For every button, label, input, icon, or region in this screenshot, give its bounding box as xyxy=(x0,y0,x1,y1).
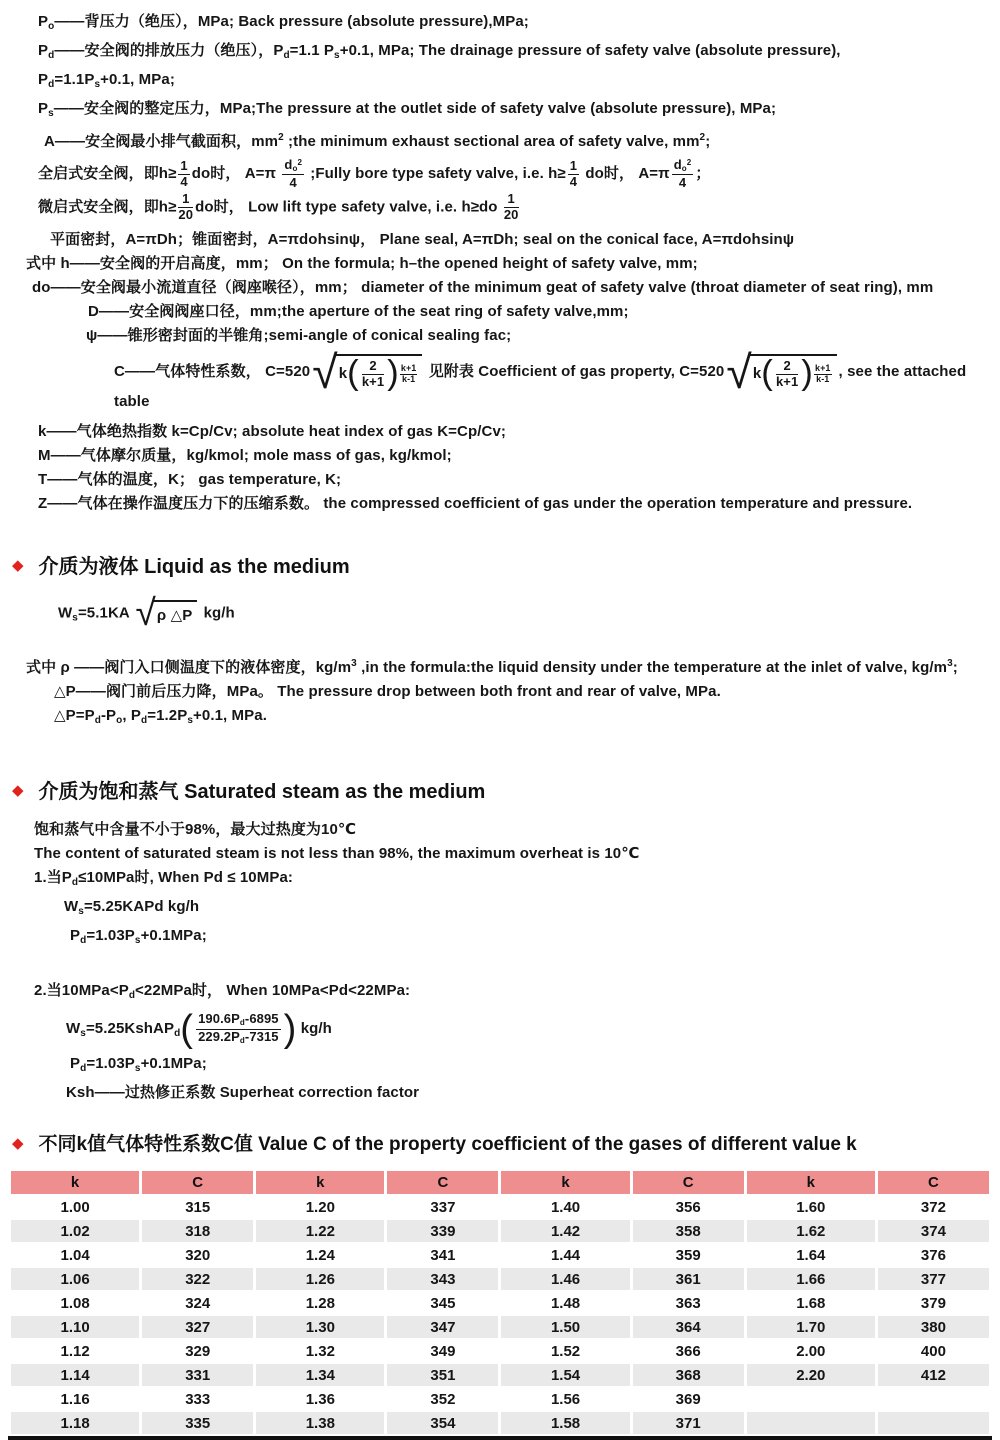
table-cell: 1.22 xyxy=(256,1220,384,1242)
table-cell: 368 xyxy=(633,1364,744,1386)
text-line: △P——阀门前后压力降，MPa。 The pressure drop between both front and rear of valve, MPa. xyxy=(54,683,721,701)
table-cell: 358 xyxy=(633,1220,744,1242)
table-cell: 347 xyxy=(387,1316,498,1338)
table-cell: 1.26 xyxy=(256,1268,384,1290)
text-line: Z——气体在操作温度压力下的压缩系数。 the compressed coefficient of gas under the operation temperature and pressure. xyxy=(38,494,913,512)
text-line: $P_s——$安全阀的整定压力，MPa;The pressure at the outlet side of safety valve (absolute pressure), MPa; xyxy=(38,100,777,119)
table-cell: 331 xyxy=(142,1364,253,1386)
text-line: ψ——锥形密封面的半锥角;semi-angle of conical sealing fac; xyxy=(86,326,512,344)
table-cell: 1.54 xyxy=(501,1364,629,1386)
table-cell: 1.38 xyxy=(256,1412,384,1434)
table-cell: 339 xyxy=(387,1220,498,1242)
table-cell: 356 xyxy=(675,1198,701,1216)
table-cell: 1.04 xyxy=(60,1246,90,1264)
liquid-lines xyxy=(0,591,994,733)
table-cell: 352 xyxy=(430,1390,456,1408)
table-cell: 335 xyxy=(142,1412,253,1434)
steam-heading-text: 介质为饱和蒸气 Saturated steam as the medium xyxy=(38,781,486,804)
column-header: k xyxy=(256,1171,384,1194)
text-line: 1.当$P_d\le 10MPa$时, When Pd ≤ 10MPa: xyxy=(34,869,293,889)
table-cell: 400 xyxy=(920,1342,946,1360)
table-cell: 324 xyxy=(185,1294,211,1312)
table-cell: 1.24 xyxy=(305,1246,335,1264)
table-cell: 345 xyxy=(430,1294,456,1312)
text-line: $P_d=1.1P_s+0.1$, MPa; xyxy=(38,71,175,90)
table-cell: 329 xyxy=(185,1342,211,1360)
liquid-heading xyxy=(0,550,994,579)
table-row xyxy=(11,1388,989,1410)
c-value-table xyxy=(8,1169,992,1440)
table-cell: 1.30 xyxy=(256,1316,384,1338)
table-cell: 374 xyxy=(878,1220,989,1242)
column-header: C xyxy=(878,1171,989,1194)
table-cell: 1.62 xyxy=(747,1220,875,1242)
column-header: k xyxy=(11,1171,139,1194)
column-header: C xyxy=(633,1171,744,1194)
text-line: The content of saturated steam is not less than 98%, the maximum overheat is 10℃ xyxy=(34,845,640,863)
text-line: 饱和蒸气中含量不小于98%，最大过热度为10℃ xyxy=(34,821,357,839)
table-cell: 371 xyxy=(633,1412,744,1434)
table-cell: 351 xyxy=(387,1364,498,1386)
table-cell: 377 xyxy=(878,1268,989,1290)
definitions-lines xyxy=(0,10,994,516)
steam-heading xyxy=(0,775,994,804)
text-line: 平面密封，A=πDh；锥面密封，A=πdohsinψ， Plane seal, A=πDh; seal on the conical face, A=πdohsinψ xyxy=(50,230,795,248)
table-cell: 1.68 xyxy=(796,1294,826,1312)
text-line: Ksh——过热修正系数 Superheat correction factor xyxy=(66,1084,420,1102)
table-cell: 380 xyxy=(878,1316,989,1338)
text-line: $W_s=5.25KAPd$ kg/h xyxy=(64,898,200,918)
text-line: C——气体特性系数， C=520 √ k ( $\frac{2}{k+1}$ ) k+1 k-1 见附表 Coefficient of gas property, C=520 √ k ( $\frac{2}{k+1}$ ) k+1 k-1 , see the attached table xyxy=(114,345,967,410)
table-cell: 349 xyxy=(430,1342,456,1360)
steam-section xyxy=(0,775,994,1105)
table-cell: 1.32 xyxy=(305,1342,335,1360)
diamond-icon: ◆ xyxy=(12,1135,24,1153)
table-cell: 1.48 xyxy=(550,1294,581,1312)
table-cell: 372 xyxy=(920,1198,946,1216)
text-line: $P_d——$安全阀的排放压力（绝压），$P_d=1.1$ $P_s+0.1$, MPa; The drainage pressure of safety valve (absolute pressure), xyxy=(38,42,841,61)
table-cell: 361 xyxy=(633,1268,744,1290)
table-row xyxy=(11,1268,989,1290)
table-cell: 1.06 xyxy=(11,1268,139,1290)
liquid-heading-text: 介质为液体 Liquid as the medium xyxy=(38,555,350,578)
text-line: 2.当$10MPa<P_d<22MPa$时， When 10MPa<Pd<22MPa: xyxy=(34,982,411,1002)
table-cell: 366 xyxy=(675,1342,701,1360)
table-cell: 376 xyxy=(920,1246,946,1264)
table-cell: 1.18 xyxy=(11,1412,139,1434)
text-line: 式中 ρ ——阀门入口侧温度下的液体密度，$kg/m^3$ ,in the formula:the liquid density under the temperature at the inlet of valve, $kg/m^3$; xyxy=(26,658,958,677)
table-row xyxy=(11,1316,989,1338)
diamond-icon: ◆ xyxy=(12,782,24,800)
table-cell: 1.16 xyxy=(60,1390,90,1408)
table-row xyxy=(11,1412,989,1434)
table-cell: 315 xyxy=(185,1198,211,1216)
table-cell: 412 xyxy=(878,1364,989,1386)
table-cell: 1.66 xyxy=(747,1268,875,1290)
table-cell xyxy=(747,1388,875,1410)
table-cell: 363 xyxy=(675,1294,701,1312)
text-line: $W_s=5.1KA$ √ ρ △P kg/h xyxy=(58,591,235,633)
table-cell: 327 xyxy=(142,1316,253,1338)
text-line: $P_d=1.03P_s+0.1MPa$; xyxy=(70,927,207,947)
table-cell: 1.36 xyxy=(305,1390,335,1408)
column-header: C xyxy=(142,1171,253,1194)
table-cell: 1.40 xyxy=(550,1198,581,1216)
table-cell: 364 xyxy=(633,1316,744,1338)
table-row xyxy=(11,1196,989,1218)
text-line: T——气体的温度，K； gas temperature, K; xyxy=(38,470,342,488)
diamond-icon: ◆ xyxy=(12,556,24,574)
table-row xyxy=(11,1340,989,1362)
table-cell: 322 xyxy=(142,1268,253,1290)
table-cell: 1.56 xyxy=(550,1390,581,1408)
table-row xyxy=(11,1364,989,1386)
table-cell: 343 xyxy=(387,1268,498,1290)
table-cell: 333 xyxy=(185,1390,211,1408)
table-cell: 369 xyxy=(675,1390,701,1408)
text-line: 式中 h——安全阀的开启高度，mm； On the formula; h–the opened height of safety valve, mm; xyxy=(26,254,698,272)
table-cell: 1.58 xyxy=(501,1412,629,1434)
table-cell: 354 xyxy=(387,1412,498,1434)
table-cell: 1.14 xyxy=(11,1364,139,1386)
table-cell xyxy=(878,1388,989,1410)
table-cell: 2.00 xyxy=(796,1342,826,1360)
table-cell: 1.44 xyxy=(550,1246,581,1264)
table-cell: 359 xyxy=(675,1246,701,1264)
c-table-heading xyxy=(0,1129,994,1156)
table-cell xyxy=(747,1412,875,1434)
table-cell: 1.46 xyxy=(501,1268,629,1290)
text-line: 微启式安全阀，即h≥ $\frac{1}{20}$ do时， Low lift type safety valve, i.e. h≥do $\frac{1}{20}$ xyxy=(38,191,519,223)
table-row xyxy=(11,1244,989,1266)
table-cell: 320 xyxy=(185,1246,211,1264)
c-table-heading-text: 不同k值气体特性系数C值 Value C of the property coefficient of the gases of different value k xyxy=(38,1134,857,1156)
table-cell: 337 xyxy=(430,1198,456,1216)
table-cell: 341 xyxy=(430,1246,456,1264)
table-row xyxy=(11,1292,989,1314)
table-cell: 2.20 xyxy=(747,1364,875,1386)
liquid-section xyxy=(0,550,994,733)
text-line: k——气体绝热指数 k=Cp/Cv; absolute heat index of gas K=Cp/Cv; xyxy=(38,422,506,440)
table-cell: 1.50 xyxy=(501,1316,629,1338)
text-line: do——安全阀最小流道直径（阀座喉径），mm； diameter of the minimum geat of safety valve (throat diameter of seat ring), mm xyxy=(32,278,934,296)
table-cell: 1.60 xyxy=(796,1198,826,1216)
table-cell: 1.12 xyxy=(60,1342,90,1360)
table-cell xyxy=(878,1412,989,1434)
column-header: k xyxy=(747,1171,875,1194)
table-cell: 1.64 xyxy=(796,1246,826,1264)
table-header-row xyxy=(11,1171,989,1194)
steam-lines xyxy=(0,818,994,1105)
table-cell: 1.70 xyxy=(747,1316,875,1338)
text-line: M——气体摩尔质量，kg/kmol; mole mass of gas, kg/kmol; xyxy=(38,446,452,464)
text-line: 全启式安全阀，即h≥ $\frac{1}{4}$ do时， A=π $\frac{d_o^2}{4}$ ;Fully bore type safety valve, i.e. h≥ $\frac{1}{4}$ do时， A=π $\frac{d_o^2}{4}$ ； xyxy=(38,157,711,190)
text-line: D——安全阀阀座口径，mm;the aperture of the seat ring of safety valve,mm; xyxy=(88,302,629,320)
text-line: $P_o——$背压力（绝压），MPa; Back pressure (absolute pressure),MPa; xyxy=(38,13,529,32)
text-line: $W_s=5.25KshAP_d$ ( $\frac{190.6P_d-6895}{229.2P_d-7315}$ ) kg/h xyxy=(66,1008,332,1051)
c-table-section xyxy=(0,1129,994,1440)
table-cell: 1.28 xyxy=(305,1294,335,1312)
text-line: A——安全阀最小排气截面积，$mm^2$ ;the minimum exhaust sectional area of safety valve, $mm^2$; xyxy=(44,132,711,150)
definitions-section xyxy=(0,10,994,516)
table-cell: 1.52 xyxy=(550,1342,581,1360)
column-header: C xyxy=(387,1171,498,1194)
text-line: $P_d=1.03P_s+0.1MPa$; xyxy=(70,1055,207,1075)
table-cell: 1.10 xyxy=(11,1316,139,1338)
table-cell: 1.42 xyxy=(501,1220,629,1242)
table-row xyxy=(11,1220,989,1242)
table-cell: 1.34 xyxy=(256,1364,384,1386)
column-header: k xyxy=(501,1171,629,1194)
text-line: $\triangle P=P_d-P_o$, $P_d=1.2P_s+0.1$, MPa. xyxy=(54,707,267,727)
table-cell: 1.08 xyxy=(60,1294,90,1312)
table-cell: 1.00 xyxy=(60,1198,90,1216)
table-cell: 318 xyxy=(142,1220,253,1242)
table-cell: 379 xyxy=(920,1294,946,1312)
table-cell: 1.02 xyxy=(11,1220,139,1242)
table-cell: 1.20 xyxy=(305,1198,335,1216)
